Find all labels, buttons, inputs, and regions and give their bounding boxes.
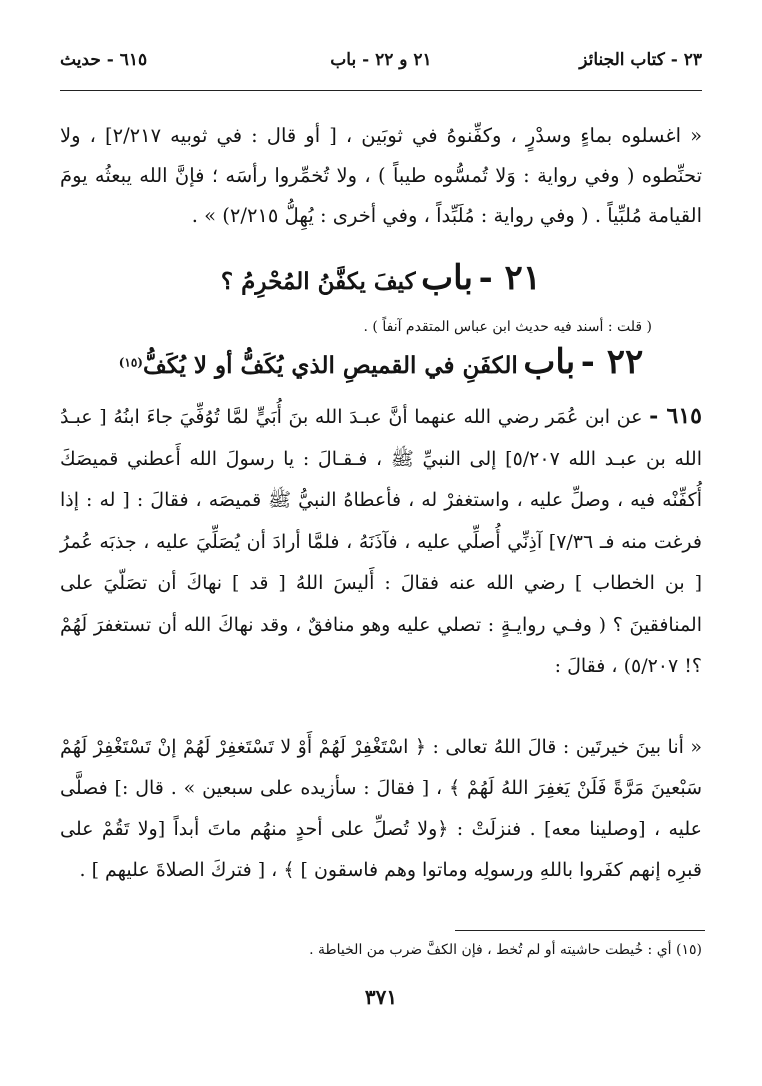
- chapter-heading-22: [60, 342, 702, 382]
- editor-note: ( قلت : أسند فيه حديث ابن عباس المتقدم آنفاً ) .: [363, 319, 652, 335]
- chapter-heading-21: [60, 258, 702, 298]
- header-divider: [60, 90, 702, 91]
- chapter-bab-label: باب: [421, 258, 473, 298]
- hadith-number: ٦١٥ -: [649, 403, 702, 429]
- hadith-615: [60, 396, 702, 688]
- page-number: ٣٧١: [364, 985, 398, 1009]
- footnote: (١٥) أي : خُيطت حاشيته أو لم تُخط ، فإن الكفَّ ضرب من الخياطة .: [309, 942, 702, 958]
- footnote-divider: [455, 930, 705, 931]
- chapter-number: ٢١ -: [478, 258, 542, 298]
- header-chapter-range: ٢١ و ٢٢ - باب: [330, 50, 432, 70]
- running-header: [60, 50, 702, 80]
- header-book-title: ٢٣ - كتاب الجنائز: [579, 50, 702, 70]
- hadith-615-continuation: « أنا بينَ خيرتَين : قالَ اللهُ تعالى : ﴿ اسْتَغْفِرْ لَهُمْ أَوْ لا تَسْتَغفِرْ لَهُمْ إنْ تَسْتَغْفِرْ لَهُمْ سَبْعينَ مَرَّةً فَلَنْ يَغفِرَ اللهُ لَهُمْ ﴾ ، [ فقالَ : سأزيده على سبعين » . قال :] فصلَّى عليه ، [وصلينا معه] . فنزلَتْ : ﴿ولا تُصلِّ على أحدٍ منهُم ماتَ أبداً [ولا تَقُمْ على قبرِه إنهم كفَروا باللهِ ورسولِه وماتوا وهم فاسقون ] ﴾ ، [ فتركَ الصلاةَ عليهم ] .: [60, 736, 702, 881]
- hadith-text: عن ابن عُمَر رضي الله عنهما أنَّ عبـدَ الله بنَ أُبَيٍّ لمَّا تُوُفِّيَ جاءَ ابنُهُ [ عبـدُ الله بن عبـد الله ٥/٢٠٧] إلى النبيِّ ﷺ ، فـقـالَ : يا رسولَ الله أَعطني قميصَكَ أُكفِّنْه فيه ، وصلِّ عليه ، واستغفرْ له ، فأعطاهُ النبيُّ ﷺ قميصَه ، فقالَ : [ له : إذا فرغت منه فـ ٧/٣٦] آذِنِّي أُصلِّي عليه ، فآذَنَهُ ، فلمَّا أرادَ أن يُصَلِّيَ عليه ، جذبَه عُمرُ [ بن الخطاب ] رضي الله عنه فقالَ : أَليسَ اللهُ [ قد ] نهاكَ أن تصَلّيَ على المنافقينَ ؟ ( وفـي روايـةٍ : تصلي عليه وهو منافقٌ ، وقد نهاكَ الله أن تستغفرَ لَهُمْ ؟! ٥/٢٠٧) ، فقالَ :: [60, 406, 702, 677]
- chapter-title: كيفَ يكفَّنُ المُحْرِمُ ؟: [220, 268, 416, 295]
- header-hadith-number: ٦١٥ - حديث: [60, 50, 148, 70]
- chapter-number: ٢٢ -: [580, 342, 644, 382]
- chapter-title: الكفَنِ في القميصِ الذي يُكَفُّ أو لا يُكَفُّ: [142, 352, 518, 379]
- chapter-bab-label: باب: [523, 342, 576, 382]
- footnote-reference: (١٥): [118, 355, 143, 370]
- hadith-continuation: « اغسلوه بماءٍ وسدْرٍ ، وكفِّنوهُ في ثوبَين ، [ أو قال : في ثوبيه ٢/٢١٧] ، ولا تحنِّطوه ( وفي رواية : وَلا تُمسُّوه طيباً ) ، ولا تُخمِّروا رأسَه ؛ فإنَّ الله يبعثُه يومَ القيامة مُلبِّياً . ( وفي رواية : مُلَبِّداً ، وفي أخرى : يُهِلُّ ٢/٢١٥) » .: [60, 124, 702, 227]
